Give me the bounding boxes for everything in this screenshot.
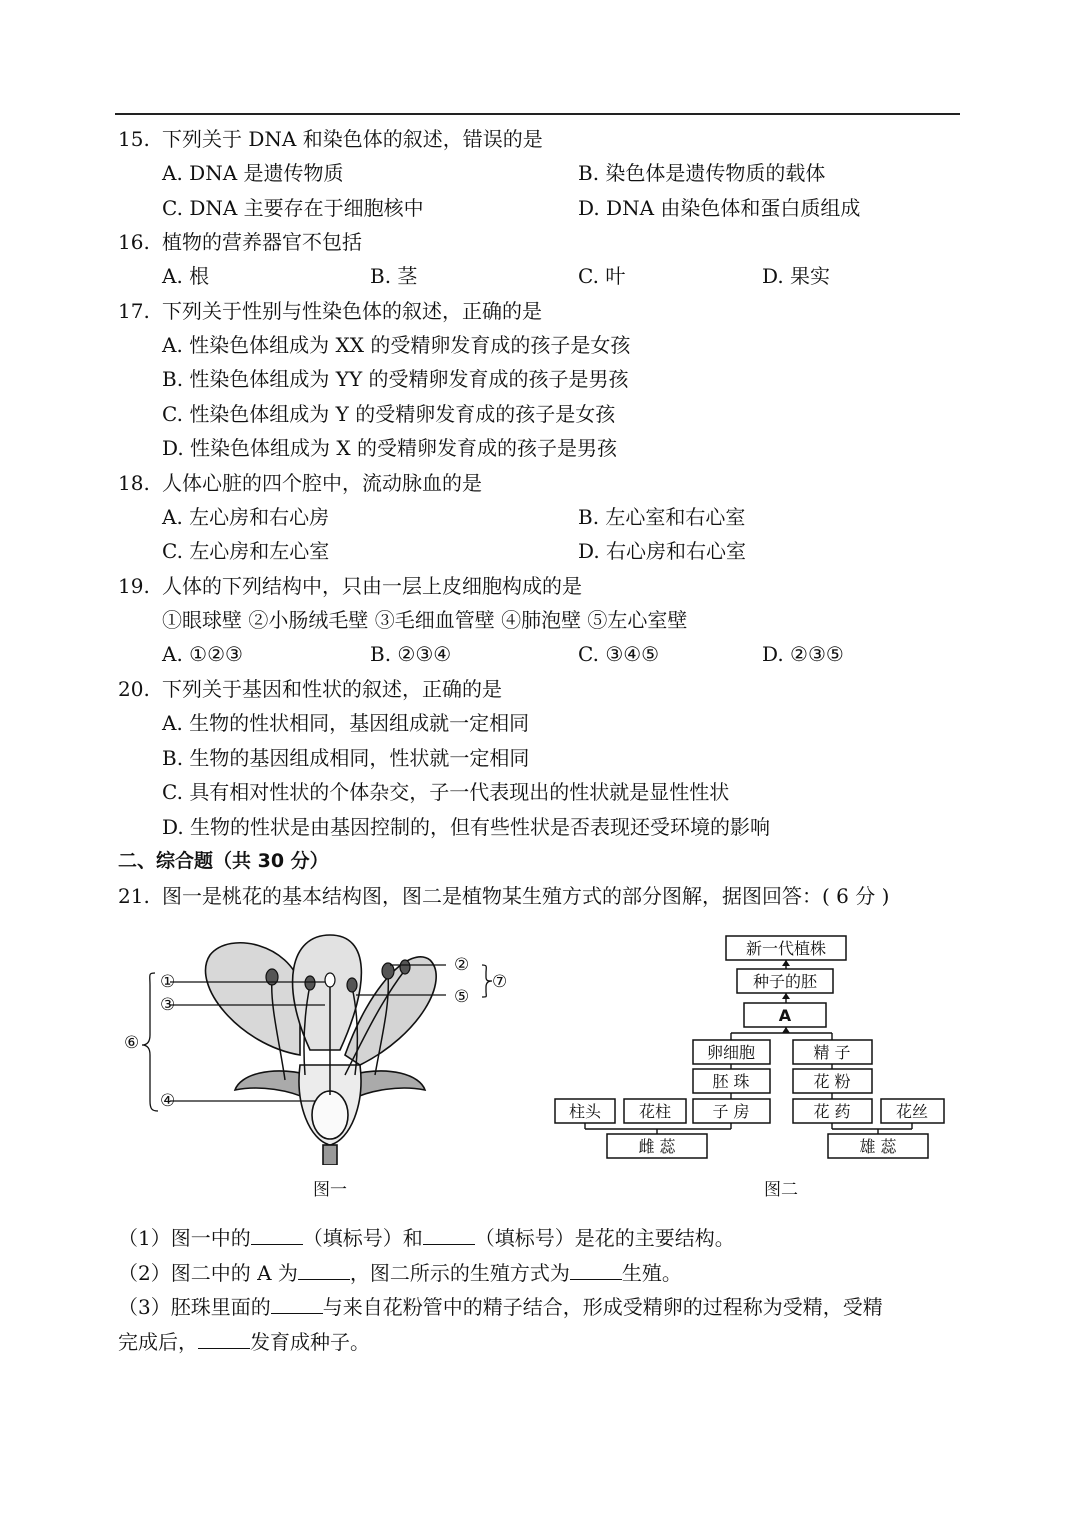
option-18c: C. 左心房和左心室 <box>162 539 330 563</box>
node-filament: 花丝 <box>895 1102 929 1121</box>
node-stamen: 雄 蕊 <box>859 1137 897 1156</box>
option-19d: D. ②③⑤ <box>762 642 844 666</box>
label-5: ⑤ <box>454 987 470 1007</box>
label-4: ④ <box>160 1091 176 1111</box>
option-19a: A. ①②③ <box>162 642 243 666</box>
subquestion-3-cont: 完成后， 发育成种子。 <box>118 1330 370 1354</box>
question-19 <box>118 573 582 599</box>
label-6: ⑥ <box>124 1033 140 1053</box>
figure-reproduction-diagram <box>550 932 960 1162</box>
question-stem: 图一是桃花的基本结构图，图二是植物某生殖方式的部分图解，据图回答：( 6 分 ) <box>162 884 890 908</box>
option-15b: B. 染色体是遗传物质的载体 <box>578 161 826 185</box>
question-16 <box>118 229 362 255</box>
node-sperm: 精 子 <box>813 1043 851 1062</box>
node-a: A <box>778 1006 792 1025</box>
answer-blank[interactable] <box>423 1226 475 1245</box>
option-16c: C. 叶 <box>578 264 626 288</box>
question-number: 15. <box>118 127 150 151</box>
figure-1-caption: 图一 <box>313 1180 347 1200</box>
label-1: ① <box>160 972 176 992</box>
option-18d: D. 右心房和右心室 <box>578 539 747 563</box>
node-stigma: 柱头 <box>568 1102 602 1121</box>
answer-blank[interactable] <box>198 1330 250 1349</box>
question-number: 21. <box>118 884 150 908</box>
subquestion-1: （1）图一中的 （填标号）和 （填标号）是花的主要结构。 <box>118 1226 735 1250</box>
question-stem: 下列关于基因和性状的叙述，正确的是 <box>162 677 502 701</box>
question-stem: 人体心脏的四个腔中，流动脉血的是 <box>162 471 482 495</box>
figure-2-caption: 图二 <box>764 1180 798 1200</box>
answer-blank[interactable] <box>251 1226 303 1245</box>
option-16a: A. 根 <box>162 264 210 288</box>
option-17c: C. 性染色体组成为 Y 的受精卵发育成的孩子是女孩 <box>162 402 616 426</box>
option-19c: C. ③④⑤ <box>578 642 660 666</box>
question-number: 17. <box>118 299 150 323</box>
label-7: ⑦ <box>492 972 508 992</box>
question-stem: 植物的营养器官不包括 <box>162 230 362 254</box>
node-pistil: 雌 蕊 <box>638 1137 676 1156</box>
question-number: 18. <box>118 471 150 495</box>
question-15 <box>118 126 543 152</box>
question-stem: 人体的下列结构中，只由一层上皮细胞构成的是 <box>162 574 582 598</box>
question-18 <box>118 470 482 496</box>
node-embryo: 种子的胚 <box>752 972 818 991</box>
question-stem: 下列关于性别与性染色体的叙述，正确的是 <box>162 299 542 323</box>
question-number: 19. <box>118 574 150 598</box>
answer-blank[interactable] <box>570 1261 622 1280</box>
option-20c: C. 具有相对性状的个体杂交，子一代表现出的性状就是显性性状 <box>162 780 730 804</box>
node-egg: 卵细胞 <box>706 1043 756 1062</box>
node-ovary: 子 房 <box>712 1102 750 1121</box>
label-2: ② <box>454 955 470 975</box>
option-15d: D. DNA 由染色体和蛋白质组成 <box>578 196 861 220</box>
option-16d: D. 果实 <box>762 264 831 288</box>
option-20d: D. 生物的性状是由基因控制的，但有些性状是否表现还受环境的影响 <box>162 815 771 839</box>
option-15a: A. DNA 是遗传物质 <box>162 161 344 185</box>
question-17 <box>118 298 542 324</box>
option-20b: B. 生物的基因组成相同，性状就一定相同 <box>162 746 530 770</box>
answer-blank[interactable] <box>271 1295 323 1314</box>
option-17d: D. 性染色体组成为 X 的受精卵发育成的孩子是男孩 <box>162 436 617 460</box>
question-20 <box>118 676 502 702</box>
option-19b: B. ②③④ <box>370 642 452 666</box>
figure-flower <box>120 925 520 1165</box>
header-rule <box>115 113 960 115</box>
question-number: 16. <box>118 230 150 254</box>
option-16b: B. 茎 <box>370 264 418 288</box>
node-pollen: 花 粉 <box>813 1072 851 1091</box>
node-style: 花柱 <box>638 1102 672 1121</box>
option-20a: A. 生物的性状相同，基因组成就一定相同 <box>162 711 530 735</box>
option-17b: B. 性染色体组成为 YY 的受精卵发育成的孩子是男孩 <box>162 367 629 391</box>
subquestion-2: （2）图二中的 A 为 ，图二所示的生殖方式为 生殖。 <box>118 1261 682 1285</box>
question-19-items: ①眼球壁 ②小肠绒毛壁 ③毛细血管壁 ④肺泡壁 ⑤左心室壁 <box>162 608 688 632</box>
option-15c: C. DNA 主要存在于细胞核中 <box>162 196 424 220</box>
option-18b: B. 左心室和右心室 <box>578 505 746 529</box>
option-17a: A. 性染色体组成为 XX 的受精卵发育成的孩子是女孩 <box>162 333 631 357</box>
question-stem: 下列关于 DNA 和染色体的叙述，错误的是 <box>162 127 543 151</box>
node-new-plant: 新一代植株 <box>745 939 827 958</box>
question-number: 20. <box>118 677 150 701</box>
subquestion-3: （3）胚珠里面的 与来自花粉管中的精子结合，形成受精卵的过程称为受精，受精 <box>118 1295 883 1319</box>
section-heading: 二、综合题（共 30 分） <box>118 850 329 872</box>
node-ovule: 胚 珠 <box>712 1072 750 1091</box>
question-21 <box>118 883 890 909</box>
label-3: ③ <box>160 995 176 1015</box>
answer-blank[interactable] <box>298 1261 350 1280</box>
node-anther: 花 药 <box>813 1102 851 1121</box>
option-18a: A. 左心房和右心房 <box>162 505 330 529</box>
